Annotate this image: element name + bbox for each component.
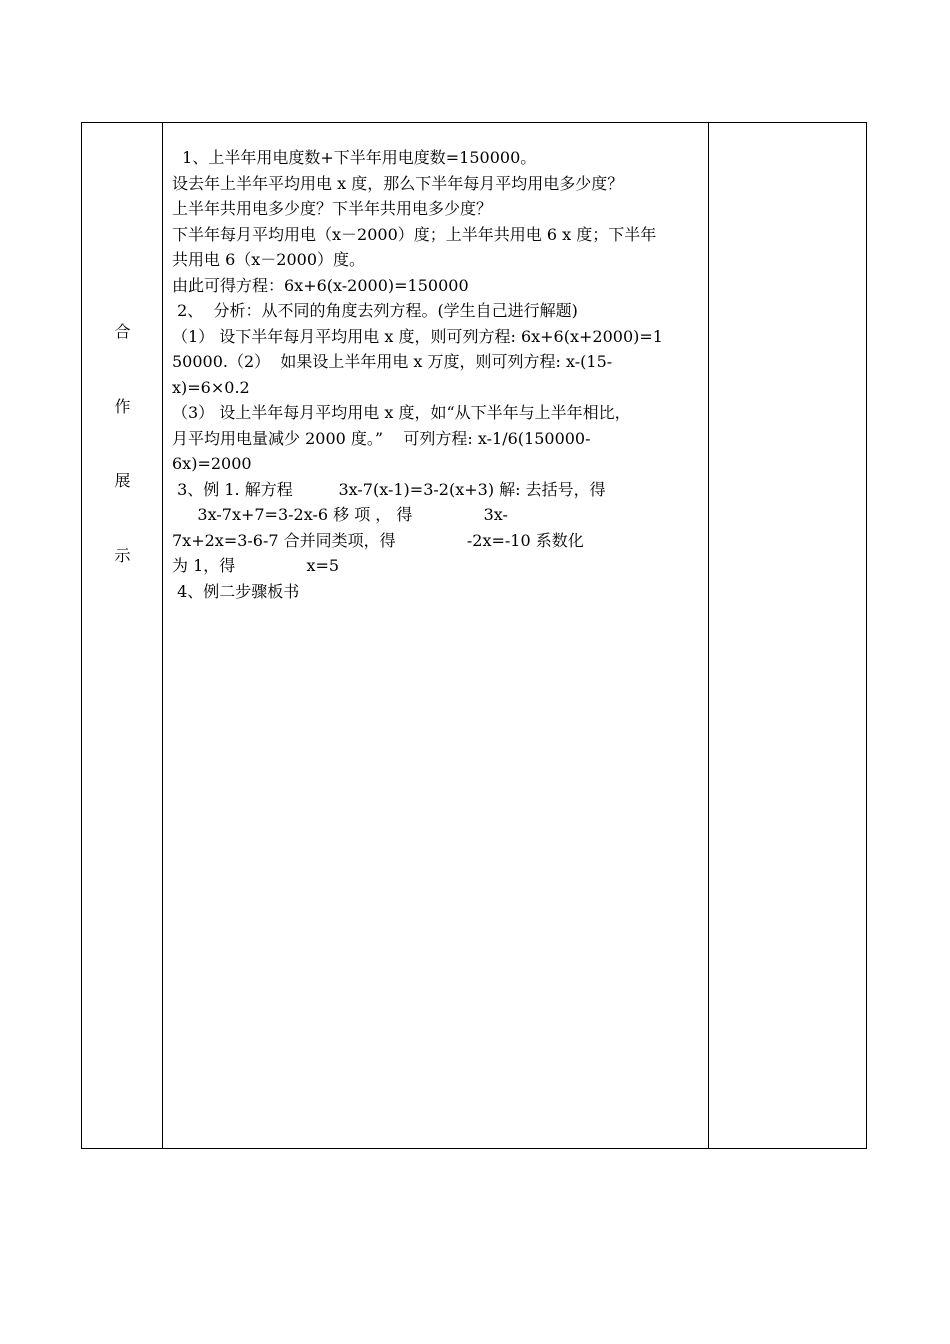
content-line: 设去年上半年平均用电 x 度，那么下半年每月平均用电多少度？ bbox=[172, 173, 624, 193]
row-label-char: 合 bbox=[114, 322, 131, 341]
content-line: 1、上半年用电度数+下半年用电度数=150000。 bbox=[172, 148, 537, 167]
content-cell bbox=[172, 145, 702, 604]
content-line: 4、例二步骤板书 bbox=[172, 581, 300, 601]
content-line: x)=6×0.2 bbox=[172, 377, 250, 397]
content-line: 上半年共用电多少度？下半年共用电多少度？ bbox=[172, 199, 493, 218]
content-line: 2、 分析：从不同的角度去列方程。(学生自己进行解题) bbox=[172, 301, 578, 320]
content-line: 由此可得方程：6x+6(x-2000)=150000 bbox=[172, 275, 469, 295]
content-line: （3） 设上半年每月平均用电 x 度，如“从下半年与上半年相比， bbox=[172, 403, 631, 422]
row-label-char: 展 bbox=[114, 471, 131, 490]
content-line: 3、例 1. 解方程 3x-7(x-1)=3-2(x+3) 解: 去括号，得 bbox=[172, 479, 606, 499]
content-line: 3x-7x+7=3-2x-6 移 项 ， 得 3x- bbox=[172, 505, 508, 524]
row-label-char: 作 bbox=[114, 397, 131, 416]
content-line: 6x)=2000 bbox=[172, 454, 252, 473]
content-line: 7x+2x=3-6-7 合并同类项，得 -2x=-10 系数化 bbox=[172, 530, 584, 550]
content-line: 为 1，得 x=5 bbox=[172, 556, 340, 575]
row-label-char: 示 bbox=[114, 546, 131, 565]
row-label bbox=[82, 123, 163, 1148]
content-line: （1） 设下半年每月平均用电 x 度，则可列方程: 6x+6(x+2000)=1 bbox=[172, 326, 663, 346]
content-line: 共用电 6（x－2000）度。 bbox=[172, 250, 366, 269]
content-line: 月平均用电量减少 2000 度。” 可列方程: x-1/6(150000- bbox=[172, 428, 591, 448]
content-line: 50000.（2） 如果设上半年用电 x 万度，则可列方程: x-(15- bbox=[172, 352, 613, 371]
column-divider bbox=[708, 123, 709, 1148]
content-line: 下半年每月平均用电（x－2000）度；上半年共用电 6 x 度；下半年 bbox=[172, 224, 657, 244]
layout-table bbox=[81, 122, 867, 1149]
